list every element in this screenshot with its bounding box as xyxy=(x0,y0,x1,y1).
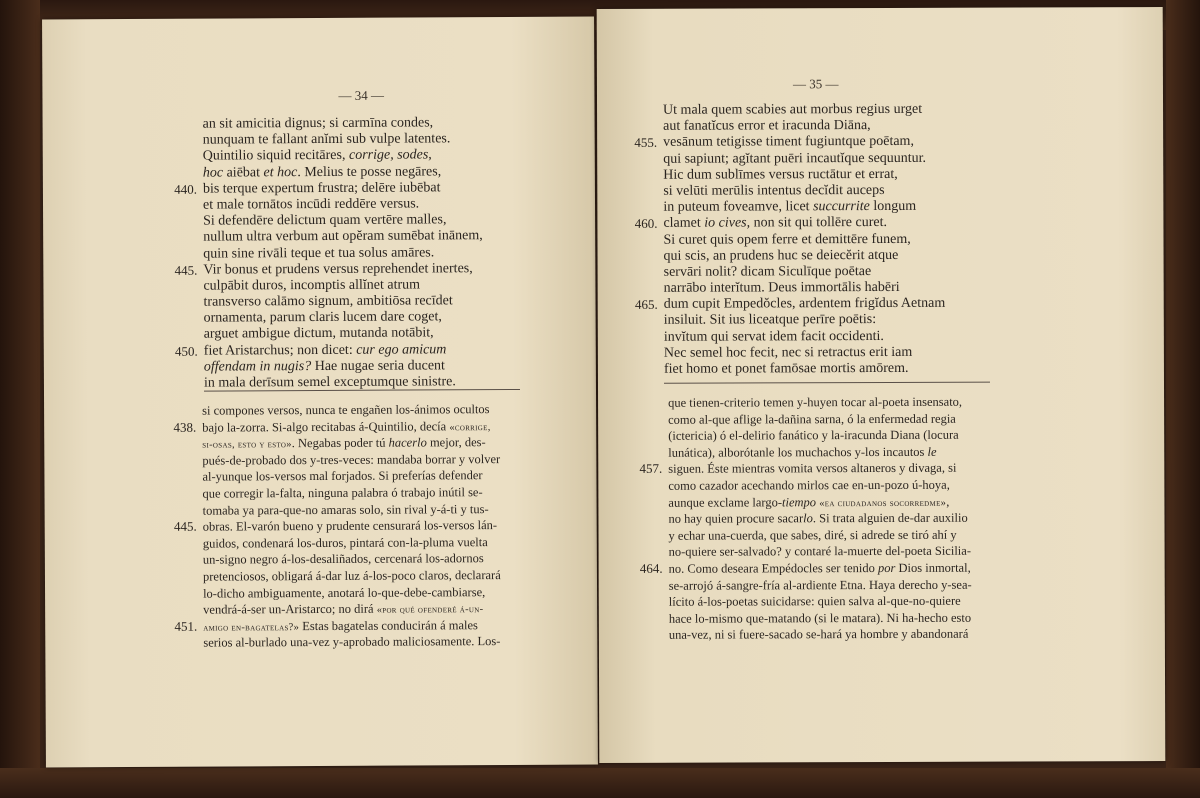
text-run: Nec semel hoc fecit, nec si retractus erit iam xyxy=(663,344,913,361)
text-run: Quintilio siquid recitāres, xyxy=(202,148,350,164)
line-number: 445. xyxy=(173,518,197,534)
text-run: tiempo xyxy=(781,494,817,509)
text-run: Si curet quis opem ferre et demittēre funem, xyxy=(663,231,911,248)
text-run: Si defendēre delictum quam vertēre malles, xyxy=(203,212,447,229)
line-number: 455. xyxy=(634,135,658,151)
prose-line xyxy=(669,609,972,627)
verse-line xyxy=(634,296,946,313)
text-run: hace lo-mismo que-matando (si le matara). Ni ha-hecho esto xyxy=(668,610,972,626)
text-run: lo xyxy=(803,511,813,526)
prose-line xyxy=(668,443,971,461)
text-run: qui sapiunt; agĭtant puēri incautĭque sequuntur. xyxy=(663,150,927,167)
prose-line xyxy=(203,501,501,519)
verse-line xyxy=(203,196,483,214)
text-run: «ea ciudadanos socorredme» xyxy=(819,497,947,509)
verse-line xyxy=(174,180,483,198)
text-run: Hae nugae seria ducent xyxy=(311,358,445,374)
text-run: lícito á-los-poetas suicidarse: quien salva al-que-no-quiere xyxy=(668,593,961,609)
table-surface-right xyxy=(1166,0,1200,798)
prose-line xyxy=(668,493,971,511)
text-run: culpābit duros, incomptis allĭnet atrum xyxy=(203,277,421,294)
text-run: una-vez, ni si fuere-sacado se-hará ya hombre y abandonará xyxy=(668,627,969,643)
text-run: guidos, condenará los-duros, pintará con-la-pluma vuelta xyxy=(202,534,488,551)
text-run: amigo en-bagatelas?» xyxy=(203,621,300,634)
text-run: no. Como deseara Empédocles ser tenido xyxy=(668,560,878,576)
prose-line xyxy=(203,584,501,602)
text-run: vesānum tetigisse timent fugiuntque poētam, xyxy=(663,134,914,151)
verse-line xyxy=(204,309,484,327)
verse-line xyxy=(203,148,483,166)
text-run: Hic dum sublīmes versus ructātur et errat, xyxy=(663,166,898,183)
text-run: et hoc xyxy=(263,164,298,180)
prose-line xyxy=(174,617,501,635)
verse-line xyxy=(203,212,483,230)
verse-line xyxy=(664,361,946,378)
prose-line xyxy=(202,434,500,452)
verse-line xyxy=(663,118,945,135)
prose-line xyxy=(668,526,971,544)
text-run: pretenciosos, obligará á-dar luz á-los-poco claros, declarará xyxy=(202,567,501,584)
prose-line xyxy=(202,451,500,469)
prose-line xyxy=(669,626,972,644)
text-run: Estas bagatelas conducirán á males xyxy=(299,617,478,633)
text-run: an sit amicitia dignus; si carmīna condes, xyxy=(202,115,434,132)
text-run: Dios inmortal, xyxy=(895,560,971,575)
text-run: qui scis, an prudens huc se deiecĕrit atque xyxy=(663,247,899,264)
text-run: «por qué ofenderé á-un- xyxy=(376,604,484,616)
verse-line xyxy=(203,293,483,311)
verse-line xyxy=(663,150,945,167)
text-run: cur ego amicum xyxy=(356,341,447,358)
text-run: Vir bonus et prudens versus reprehendet inertes, xyxy=(203,260,473,278)
prose-line xyxy=(669,593,972,611)
text-run: servāri nolit? dicam Siculīque poētae xyxy=(663,263,872,280)
prose-line xyxy=(669,543,972,561)
text-run: si compones versos, nunca te engañen los-ánimos ocultos xyxy=(202,402,490,418)
prose-line xyxy=(668,510,971,528)
text-run: bajo la-zorra. Si-algo recitabas á-Quintilio, decía xyxy=(202,418,450,435)
prose-line xyxy=(203,534,501,552)
text-run: lunática), alborótanle los muchachos y-los incautos xyxy=(668,444,928,460)
prose-line xyxy=(668,427,971,445)
prose-line xyxy=(173,418,500,436)
line-number: 464. xyxy=(639,560,663,576)
text-run: aiēbat xyxy=(223,164,264,181)
verse-line xyxy=(663,167,945,184)
prose-line xyxy=(669,576,972,594)
line-number: 460. xyxy=(634,216,658,232)
text-run: succurrite xyxy=(813,199,870,215)
text-run: in mala derīsum semel exceptumque sinistre. xyxy=(203,374,456,391)
text-run: in puteum foveamve, licet xyxy=(663,199,814,215)
text-run: siguen. Éste mientras vomita versos altaneros y divaga, si xyxy=(668,461,957,477)
prose-line xyxy=(203,633,501,651)
text-run: y echar una-cuerda, que sabes, diré, si adrede se tiró ahí y xyxy=(668,527,957,543)
text-run: hoc xyxy=(202,165,224,181)
verse-line xyxy=(663,183,945,200)
text-run: , xyxy=(946,494,950,509)
latin-verse xyxy=(634,101,946,378)
prose-line xyxy=(202,484,500,502)
right-page xyxy=(597,7,1166,763)
text-run: corrige, sodes, xyxy=(348,147,432,164)
text-run: serios al-burlado una-vez y-aprobado maliciosamente. Los- xyxy=(203,634,501,650)
text-run: (ictericia) ó el-delirio fanático y la-iracunda Diana (locura xyxy=(668,427,959,443)
verse-line xyxy=(634,215,945,232)
verse-line xyxy=(204,358,484,376)
page-number: — 35 — xyxy=(792,76,839,92)
prose-line xyxy=(668,410,971,428)
text-run: por xyxy=(877,560,896,575)
text-run: nunquam te fallant anĭmi sub vulpe latentes. xyxy=(202,131,451,148)
verse-line xyxy=(174,341,484,360)
text-run: no hay quien procure sacar xyxy=(668,511,804,526)
prose-line xyxy=(639,560,972,578)
line-number: 445. xyxy=(174,262,198,278)
prose-line xyxy=(639,460,971,478)
verse-line xyxy=(664,345,946,362)
text-run: bis terque expertum frustra; delēre iubēbat xyxy=(202,180,441,197)
text-run: . Negabas poder tú xyxy=(291,435,389,451)
verse-line xyxy=(663,231,945,248)
verse-line xyxy=(664,247,946,264)
text-run: dum cupit Empedŏcles, ardentem frigĭdus Aetnam xyxy=(663,296,946,313)
line-number: 438. xyxy=(173,419,197,435)
verse-line xyxy=(203,277,483,295)
text-run: Ut mala quem scabies aut morbus regius urget xyxy=(663,101,923,118)
text-run: aunque exclame largo- xyxy=(668,494,783,510)
text-run: al-yunque los-versos mal forjados. Si preferías defender xyxy=(202,468,483,484)
text-run: fiet homo et ponet famōsae mortis amōrem. xyxy=(663,360,909,377)
left-page xyxy=(42,17,598,768)
prose-line xyxy=(203,600,501,618)
text-run: mejor, des- xyxy=(426,435,486,450)
text-run: si-osas, esto y esto» xyxy=(202,439,292,451)
line-number: 465. xyxy=(634,297,658,313)
verse-line xyxy=(203,245,483,263)
text-run: no-quiere ser-salvado? y contaré la-muerte del-poeta Sicilia- xyxy=(668,544,971,560)
verse-line xyxy=(203,164,483,182)
page-number: — 34 — xyxy=(338,87,384,103)
divider-rule xyxy=(664,382,990,384)
verse-line xyxy=(204,326,484,344)
text-run: non sit qui tollēre curet. xyxy=(750,215,888,231)
latin-verse xyxy=(174,115,484,392)
verse-line xyxy=(663,102,945,119)
verse-line xyxy=(664,264,946,281)
verse-line xyxy=(203,115,483,133)
text-run: offendam in nugis? xyxy=(203,358,312,375)
text-run: clamet xyxy=(663,215,705,232)
verse-line xyxy=(663,199,945,216)
text-run: invĭtum qui servat idem facit occidenti. xyxy=(663,328,884,345)
prose-line xyxy=(173,517,501,535)
text-run: narrābo interĭtum. Deus immortālis habēri xyxy=(663,279,900,296)
line-number: 457. xyxy=(639,461,663,477)
line-number: 440. xyxy=(174,181,197,197)
prose-line xyxy=(202,401,500,419)
text-run: hacerlo xyxy=(388,435,427,450)
text-run: un-signo negro á-los-desaliñados, cercenará los-adornos xyxy=(202,551,484,567)
line-number: 450. xyxy=(174,343,198,359)
table-surface-left xyxy=(0,0,40,798)
text-run: insiluit. Sit ius liceatque perīre poētis: xyxy=(663,312,877,329)
verse-line xyxy=(203,131,483,149)
text-run: longum xyxy=(869,199,917,215)
text-run: le xyxy=(927,444,937,459)
text-run: arguet ambigue dictum, mutanda notābit, xyxy=(203,325,434,343)
text-run: tomaba ya para-que-no amaras solo, sin rival y-á-ti y tus- xyxy=(202,501,489,518)
text-run: como cazador acechando mirlos cae en-un-pozo ú-hoya, xyxy=(668,477,950,493)
text-run: como al-que aflige la-dañina sarna, ó la enfermedad regia xyxy=(668,411,956,427)
text-run: que tienen-criterio temen y-huyen tocar al-poeta insensato, xyxy=(668,394,963,410)
verse-line xyxy=(664,312,946,329)
line-number: 451. xyxy=(174,618,198,634)
text-run: quin sine rivāli teque et tua solus amāres. xyxy=(203,244,435,262)
verse-line xyxy=(664,328,946,345)
text-run: pués-de-probado dos y-tres-veces: mandaba borrar y volver xyxy=(202,451,501,468)
text-run: aut fanatĭcus error et iracunda Diāna, xyxy=(663,118,871,134)
text-run: que corregir la-falta, ninguna palabra ó trabajo inútil se- xyxy=(202,485,483,501)
prose-line xyxy=(203,567,501,585)
text-run: lo-dicho ambiguamente, anotará lo-que-debe-cambiarse, xyxy=(203,584,486,601)
text-run: nullum ultra verbum aut opĕram sumēbat inānem, xyxy=(203,228,483,245)
text-run: vendrá-á-ser un-Aristarco; no dirá xyxy=(203,601,377,617)
text-run: si velūti merūlis intentus decĭdit auceps xyxy=(663,182,885,199)
verse-line xyxy=(203,228,483,246)
text-run: . Melius te posse negāres, xyxy=(297,163,442,180)
prose-line xyxy=(202,467,500,485)
text-run: transverso calāmo signum, ambitiōsa recīdet xyxy=(203,293,453,310)
prose-line xyxy=(203,550,501,568)
spanish-translation xyxy=(173,401,501,651)
text-run: io cives, xyxy=(704,215,751,231)
verse-line xyxy=(174,260,483,279)
prose-line xyxy=(668,477,971,495)
text-run: fiet Aristarchus; non dicet: xyxy=(203,342,357,359)
text-run: et male tornātos incūdi reddēre versus. xyxy=(202,196,420,213)
verse-line xyxy=(664,280,946,297)
spanish-translation xyxy=(639,394,972,644)
prose-line xyxy=(668,394,971,412)
text-run: se-arrojó á-sangre-fría al-ardiente Etna. Haya derecho y-sea- xyxy=(668,577,972,593)
text-run: . Si trata alguien de-dar auxilio xyxy=(812,510,968,526)
text-run: ornamenta, parum claris lucem dare coget, xyxy=(203,309,442,326)
table-surface-bottom xyxy=(0,768,1200,798)
text-run: «corrige, xyxy=(449,421,491,433)
text-run: obras. El-varón bueno y prudente censurará los-versos lán- xyxy=(202,518,498,534)
verse-line xyxy=(634,134,945,151)
